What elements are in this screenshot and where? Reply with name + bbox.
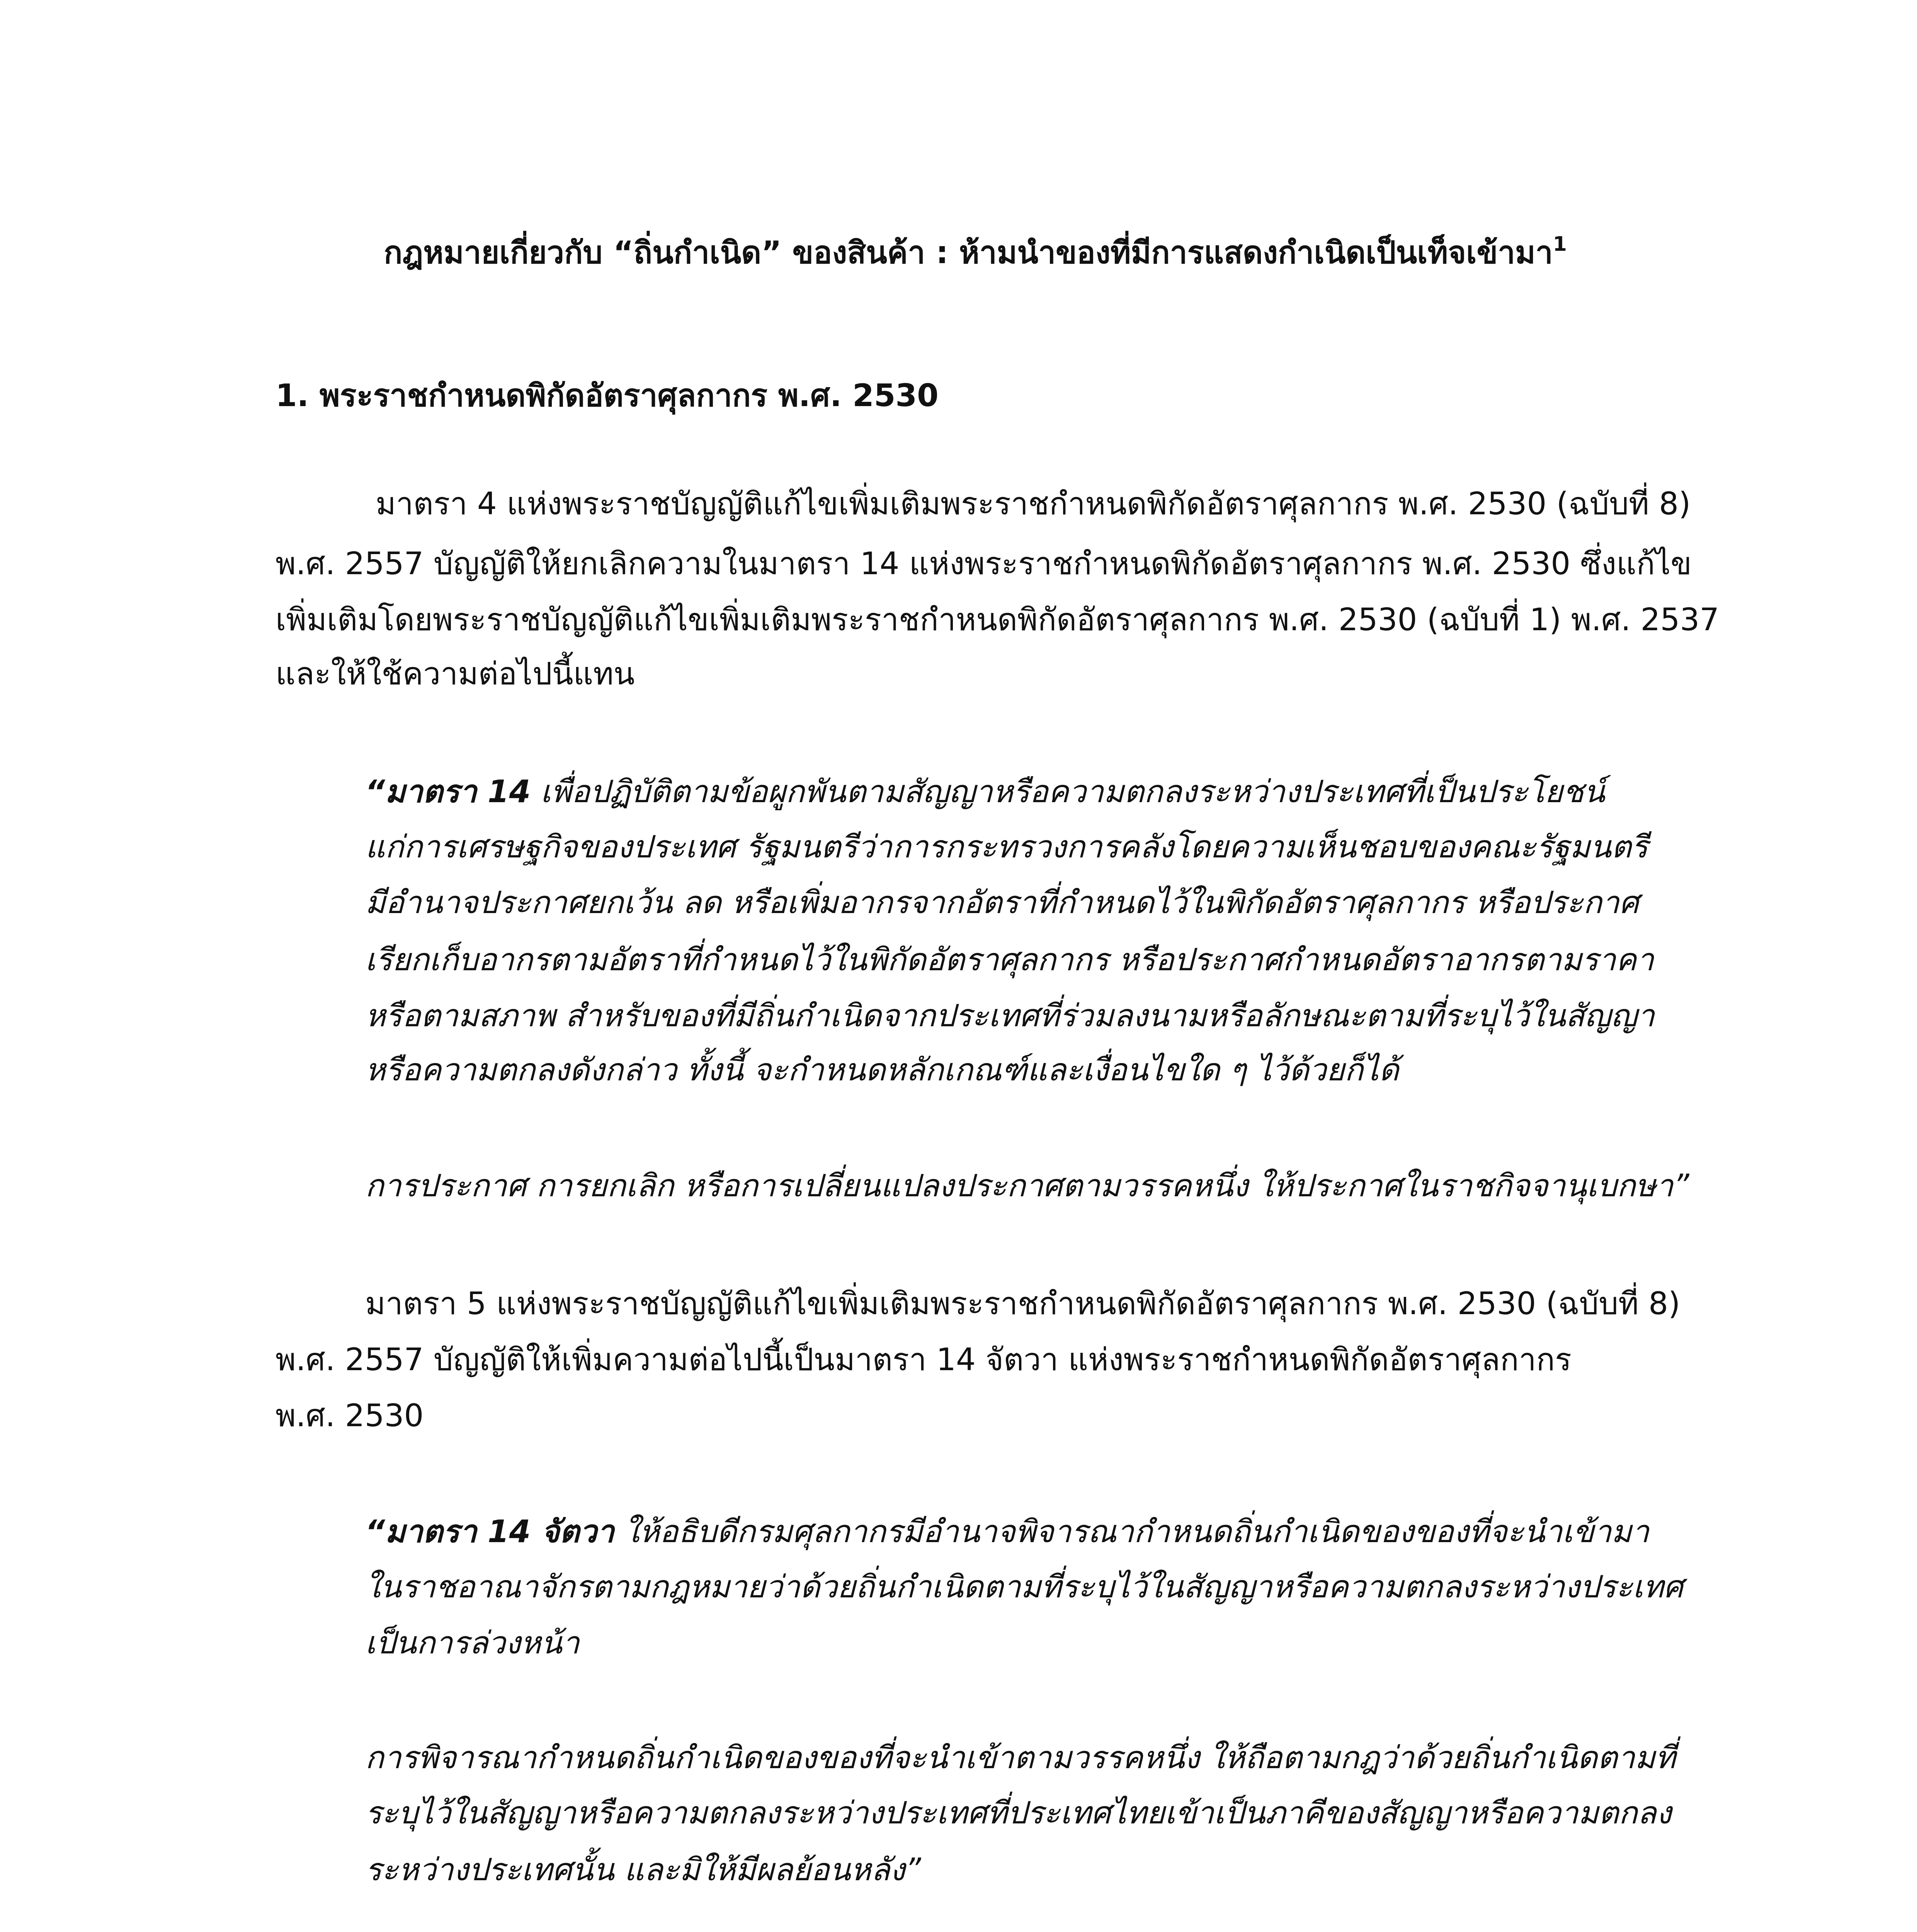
para2-line-1: มาตรา 5 แห่งพระราชบัญญัติแก้ไขเพิ่มเติมพระราชกำหนดพิกัดอัตราศุลกากร พ.ศ. 2530 (ฉบับที่ 8) bbox=[365, 1286, 1681, 1321]
quote2-line-3: เป็นการล่วงหน้า bbox=[365, 1625, 580, 1661]
para1-line-1: มาตรา 4 แห่งพระราชบัญญัติแก้ไขเพิ่มเติมพระราชกำหนดพิกัดอัตราศุลกากร พ.ศ. 2530 (ฉบับที่ 8) bbox=[376, 486, 1691, 522]
para2-line-3: พ.ศ. 2530 bbox=[276, 1398, 424, 1434]
section-1-heading: 1. พระราชกำหนดพิกัดอัตราศุลกากร พ.ศ. 2530 bbox=[276, 378, 939, 413]
document-title bbox=[384, 228, 1567, 277]
quote2-parab-line-3: ระหว่างประเทศนั้น และมิให้มีผลย้อนหลัง” bbox=[365, 1852, 921, 1888]
para2-line-2: พ.ศ. 2557 บัญญัติให้เพิ่มความต่อไปนี้เป็นมาตรา 14 จัตวา แห่งพระราชกำหนดพิกัดอัตราศุลกากร bbox=[276, 1342, 1572, 1378]
quote1-line-5: หรือตามสภาพ สำหรับของที่มีถิ่นกำเนิดจากประเทศที่ร่วมลงนามหรือลักษณะตามที่ระบุไว้ในสัญญา bbox=[365, 998, 1655, 1034]
para1-line-4: และให้ใช้ความต่อไปนี้แทน bbox=[276, 656, 635, 692]
document-title-text: กฎหมายเกี่ยวกับ “ถิ่นกำเนิด” ของสินค้า : ห้ามนำของที่มีการแสดงกำเนิดเป็นเท็จเข้ามา bbox=[384, 235, 1553, 270]
quote1-line-6: หรือความตกลงดังกล่าว ทั้งนี้ จะกำหนดหลักเกณฑ์และเงื่อนไขใด ๆ ไว้ด้วยก็ได้ bbox=[365, 1052, 1399, 1088]
para1-line-3: เพิ่มเติมโดยพระราชบัญญัติแก้ไขเพิ่มเติมพระราชกำหนดพิกัดอัตราศุลกากร พ.ศ. 2530 (ฉบับที่ 1) พ.ศ. 2537 bbox=[276, 602, 1720, 638]
quote2-lead: “มาตรา 14 จัตวา bbox=[365, 1514, 614, 1549]
quote1-closing: การประกาศ การยกเลิก หรือการเปลี่ยนแปลงประกาศตามวรรคหนึ่ง ให้ประกาศในราชกิจจานุเบกษา” bbox=[365, 1168, 1689, 1204]
title-footnote-ref: 1 bbox=[1553, 233, 1567, 256]
para1-line-2: พ.ศ. 2557 บัญญัติให้ยกเลิกความในมาตรา 14 แห่งพระราชกำหนดพิกัดอัตราศุลกากร พ.ศ. 2530 ซึ่งแก้ไข bbox=[276, 546, 1692, 582]
quote1-line-1 bbox=[365, 767, 1605, 816]
quote2-parab-line-2: ระบุไว้ในสัญญาหรือความตกลงระหว่างประเทศที่ประเทศไทยเข้าเป็นภาคีของสัญญาหรือความตกลง bbox=[365, 1795, 1672, 1831]
quote2-line-1 bbox=[365, 1507, 1649, 1556]
quote1-line-4: เรียกเก็บอากรตามอัตราที่กำหนดไว้ในพิกัดอัตราศุลกากร หรือประกาศกำหนดอัตราอากรตามราคา bbox=[365, 942, 1654, 978]
quote1-line-3: มีอำนาจประกาศยกเว้น ลด หรือเพิ่มอากรจากอัตราที่กำหนดไว้ในพิกัดอัตราศุลกากร หรือประกาศ bbox=[365, 884, 1639, 920]
quote2-line-2: ในราชอาณาจักรตามกฎหมายว่าด้วยถิ่นกำเนิดตามที่ระบุไว้ในสัญญาหรือความตกลงระหว่างประเทศ bbox=[365, 1569, 1683, 1605]
quote1-lead: “มาตรา 14 bbox=[365, 774, 531, 810]
quote2-line-1-text: ให้อธิบดีกรมศุลกากรมีอำนาจพิจารณากำหนดถิ่นกำเนิดของของที่จะนำเข้ามา bbox=[614, 1514, 1649, 1549]
quote1-line-1-text: เพื่อปฏิบัติตามข้อผูกพันตามสัญญาหรือความตกลงระหว่างประเทศที่เป็นประโยชน์ bbox=[531, 774, 1605, 810]
quote2-parab-line-1: การพิจารณากำหนดถิ่นกำเนิดของของที่จะนำเข้าตามวรรคหนึ่ง ให้ถือตามกฎว่าด้วยถิ่นกำเนิดตามที่ bbox=[365, 1740, 1676, 1776]
quote1-line-2: แก่การเศรษฐกิจของประเทศ รัฐมนตรีว่าการกระทรวงการคลังโดยความเห็นชอบของคณะรัฐมนตรี bbox=[365, 829, 1648, 865]
